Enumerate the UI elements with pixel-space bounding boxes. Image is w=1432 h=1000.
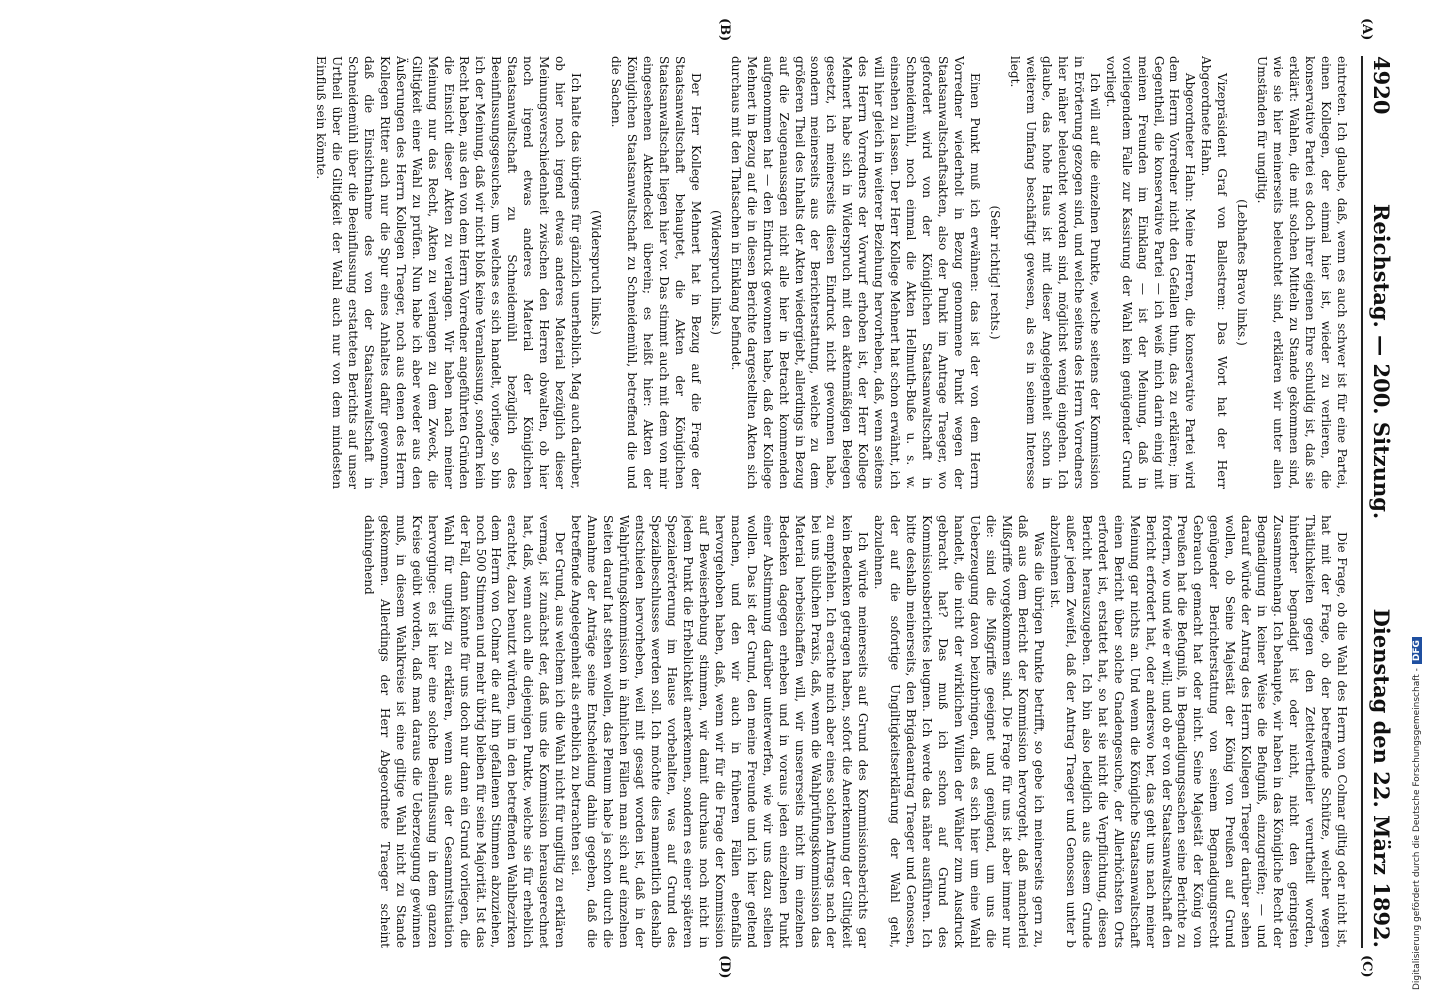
interjection: (Widerspruch links.) [708, 209, 723, 336]
paragraph: Ich will auf die einzelnen Punkte, welche seitens der Kommission in Erörterung gezogen sind, und welche seitens des Herrn Vorredners hier näher beleuchtet worden sind, möglichst wenig eingehen. Ich glaube, das hohe Haus ist mit dieser Angelegenheit schon in weiterem Umfang beschäftigt gewesen, als es in seinem Interesse liegt. [1007, 56, 1102, 489]
page-header [1361, 56, 1394, 948]
text-columns [79, 56, 1349, 948]
left-column [79, 56, 1349, 489]
session-title: Reichstag. — 200. Sitzung. [1369, 203, 1394, 520]
paragraph: Was die übrigen Punkte betrifft, so gebe ich meinerseits gern zu, daß aus dem Bericht der Kommission hervorgeht, daß mancherlei Mißgriffe vorgekommen sind. Die Frage für uns ist aber immer nur die: sind die Mißgriffe geeignet und genügend, um uns die Ueberzeugung davon beizubringen, daß es sich hier um eine Wahl handelt, die nicht der wirklichen Willen der Wähler zum Ausdruck gebracht hat? Das muß ich schon auf Grund des Kommissionsberichtes leugnen. Ich werde das näher ausführen. Ich bitte deshalb meinerseits, den Brigadeantrag Traeger und Genossen, der auf die sofortige Ungiltigkeitserklärung der Wahl geht, abzulehnen. [872, 515, 1046, 948]
digitization-credit [1412, 30, 1422, 990]
paragraph: eintreten. Ich glaube, daß, wenn es auch schwer ist für eine Partei, einen Kollegen, der einmal hier ist, wieder zu verlieren, die konservative Partei es doch ihrer eigenen Ehre schuldig ist, daß sie erklärt: Wahlen, die mit solchen Mitteln zu Stande gekommen sind, wie sie hier meinerseits beleuchtet sind, erklären wir unter allen Umständen für ungiltig. [1255, 56, 1349, 489]
paragraph: Der Grund, aus welchem ich die Wahl nicht für ungiltig zu erklären vermag, ist zunächst der, daß uns die Kommission herausgerechnet hat, daß, wenn auch alle diejenigen Punkte, welche sie für erheblich erachtet, dazu benutzt würden, um in den betreffenden Wahlbezirken dem Herrn von Colmar die auf ihn gefallenen Stimmen abzuziehen, noch 500 Stimmen und mehr übrig bleiben für seine Majorität. Ist das der Fall, dann könnte für uns doch nur dann ein Grund vorliegen, die Wahl für ungiltig zu erklären, wenn aus der Gesammtsituation hervorginge: es ist hier eine solche Beeinflussung in dem ganzen Kreise geübt worden, daß man daraus die Ueberzeugung gewinnen muß, in diesem Wahlkreise ist eine giltige Wahl nicht zu Stande gekommen. Allerdings der Herr Abgeordnete Traeger scheint dahingehend [361, 515, 568, 948]
margin-marker-d: (D) [717, 955, 732, 979]
paragraph: Der Herr Kollege Mehnert hat in Bezug auf die Frage der Staatsanwaltschaft behauptet, die Akten der Königlichen Staatsanwaltschaft liegen hier vor. Das stimmt auch mit dem von mir eingesehenen Aktendeckel überein; es heißt hier: Akten der Königlichen Staatsanwaltschaft zu Schneidemühl, betreffend die und die Sachen. [609, 56, 703, 489]
session-date: Dienstag den 22. März 1892. [1369, 608, 1394, 948]
right-column [79, 515, 1349, 948]
dfg-logo: DFG [1412, 637, 1422, 664]
interjection: (Sehr richtig! rechts.) [987, 205, 1002, 340]
paragraph: Die Frage, ob die Wahl des Herrn von Colmar giltig oder nicht ist, hat mit der Frage, ob der betreffende Schütze, welcher wegen Thätlichkeiten gegen den Zettelvertheiler verurtheilt worden, hinterher begnadigt ist oder nicht, nicht den geringsten Zusammenhang. Ich behaupte, wir haben in das Königliche Recht der Begnadigung in keiner Weise die Befugniß, einzugreifen; — und darauf würde der Antrag des Herrn Kollegen Traeger darüber sehen wollen, ob Seine Majestät der König von Preußen auf Grund genügender Berichterstattung von seinem Begnadigungsrecht Gebrauch gemacht hat oder nicht. Seine Majestät der König von Preußen hat die Befugniß, in Begnadigungssachen seine Berichte zu fordern, wo und wie er will; und ob er von der Staatsanwaltschaft den Bericht erfordert hat, oder anderswo her, das geht uns nach meiner Meinung gar nichts an. Und wenn die Königliche Staatsanwaltschaft einen Bericht über solche Gnadengesuche, der Allerhöchsten Orts erfordert ist, erstattet hat, so hat sie nicht die Verpflichtung, diesen Bericht herauszugeben. Ich bin also lediglich aus diesem Grunde außer jedem Zweifel, daß der Antrag Traeger und Genossen unter b abzulehnen ist. [1047, 515, 1349, 948]
credit-text: Digitalisierung gefördert durch die Deutsche Forschungsgemeinschaft - [1412, 668, 1422, 990]
interjection: (Lebhaftes Bravo links.) [1235, 199, 1250, 346]
paragraph: Einen Punkt muß ich erwähnen: das ist der von dem Herrn Vorredner wiederholt in Bezug genommene Punkt wegen der Staatsanwaltschaftsakten, also der Punkt im Antrage Traeger, wo gefordert wird von der Königlichen Staatsanwaltschaft in Schneidemühl, noch einmal die Akten Hellmuth-Buße u. s. w. einsehen zu lassen. Der Herr Kollege Mehnert hat schon erwähnt, ich will hier gleich in weiterer Beziehung hervorheben, daß, wenn seitens des Herrn Vorredners der Vorwurf erhoben ist, der Herr Kollege Mehnert habe sich in Widerspruch mit den aktenmäßigen Belegen gesetzt, ich meinerseits diesen Eindruck nicht gewonnen habe, sondern meinerseits aus der Berichterstattung, welche zu dem größeren Theil des Inhalts der Akten wiedergiebt, allerdings in Bezug auf die Zeugenaussagen nicht alle hier in Betracht kommenden aufgenommen hat — den Eindruck gewonnen habe, daß der Kollege Mehnert in Bezug auf die in diesen Berichte dargestellten Akten sich durchaus mit den Thatsachen in Einklang befindet. [728, 56, 983, 489]
paragraph: Ich halte das übrigens für gänzlich unerheblich. Mag auch darüber, ob hier noch irgend etwas anderes Material bezüglich dieser Meinungsverschiedenheit zwischen den Herren obwalten, ob hier noch irgend etwas anderes Material der Königlichen Staatsanwaltschaft zu Schneidemühl bezüglich des Beeinflussungsgesuches, um welches es sich handelt, vorliege, so bin ich der Meinung, daß wir nicht bloß keine Veranlassung, sondern kein Recht haben, aus den von dem Herrn Vorredner angeführten Gründen die Einsicht dieser Akten zu verlangen. Wir haben nach meiner Meinung nur das Recht, Akten zu verlangen zu dem Zweck, die Giltigkeit einer Wahl zu prüfen. Nun habe ich aber weder aus den Äußerungen des Herrn Kollegen Traeger, noch aus denen des Herrn Kollegen Ritter auch nur die Spur eines Anhaltes dafür gewonnen, daß die Einsichtnahme des von der Staatsanwaltschaft in Schneidemühl über die Beeinflussung erstatteten Berichts auf unser Urtheil über die Giltigkeit der Wahl auch nur von dem mindesten Einfluß sein könnte. [313, 56, 584, 489]
page-number: 4920 [1369, 56, 1394, 115]
paragraph: Abgeordneter Hahn: Meine Herren, die konservative Partei wird dem Herrn Vorredner nicht den Gefallen thun, das zu erklären; im Gegentheil, die konservative Partei — ich weiß mich darin einig mit meinen Freunden im Einklang — ist der Meinung, daß in vorliegendem Falle zur Kassirung der Wahl kein genügender Grund vorliegt. [1103, 56, 1198, 489]
paragraph: Ich würde meinerseits auf Grund des Kommissionsberichts gar kein Bedenken getragen haben, sofort die Anerkennung der Giltigkeit zu empfehlen. Ich erachte mich aber eines solchen Antrags nach der bei uns üblichen Praxis, daß, wenn die Wahlprüfungskommission das Material herbeischaffen will, wir unsererseits nicht im einzelnen Bedenken dagegen erheben und in voraus jeden einzelnen Punkt einer Abstimmung darüber unterwerfen, wie wir uns dazu stellen wollen. Das ist der Grund, den meine Freunde und ich hier geltend machen, und den wir auch in früheren Fällen ebenfalls hervorgehoben haben, daß, wenn wir für die Frage der Kommission auf Beweiserhebung stimmen, wir damit durchaus noch nicht in jedem Punkt die Erheblichkeit anerkennen, sondern es einer späteren Spezialerörterung im Hause vorbehalten, was auf Grund des Spezialbeschlusses werden soll. Ich möchte dies namentlich deshalb entschieden hervorheben, weil mit gesagt worden ist, daß in der Wahlprüfungskommission in ähnlichen Fällen man sich auf einzelnen Seiten darauf hat stehen wollen, das Plenum habe ja schon durch die Annahme der Anträge seine Entscheidung dahin gegeben, daß die betreffende Angelegenheit als erheblich zu betrachten sei. [569, 515, 871, 948]
margin-marker-c: (C) [1359, 955, 1374, 978]
margin-marker-a: (A) [1359, 18, 1374, 41]
interjection: (Widerspruch links.) [589, 209, 604, 336]
margin-marker-b: (B) [717, 18, 732, 42]
paragraph: Vizepräsident Graf von Ballestrem: Das Wort hat der Herr Abgeordnete Hahn. [1199, 56, 1230, 489]
